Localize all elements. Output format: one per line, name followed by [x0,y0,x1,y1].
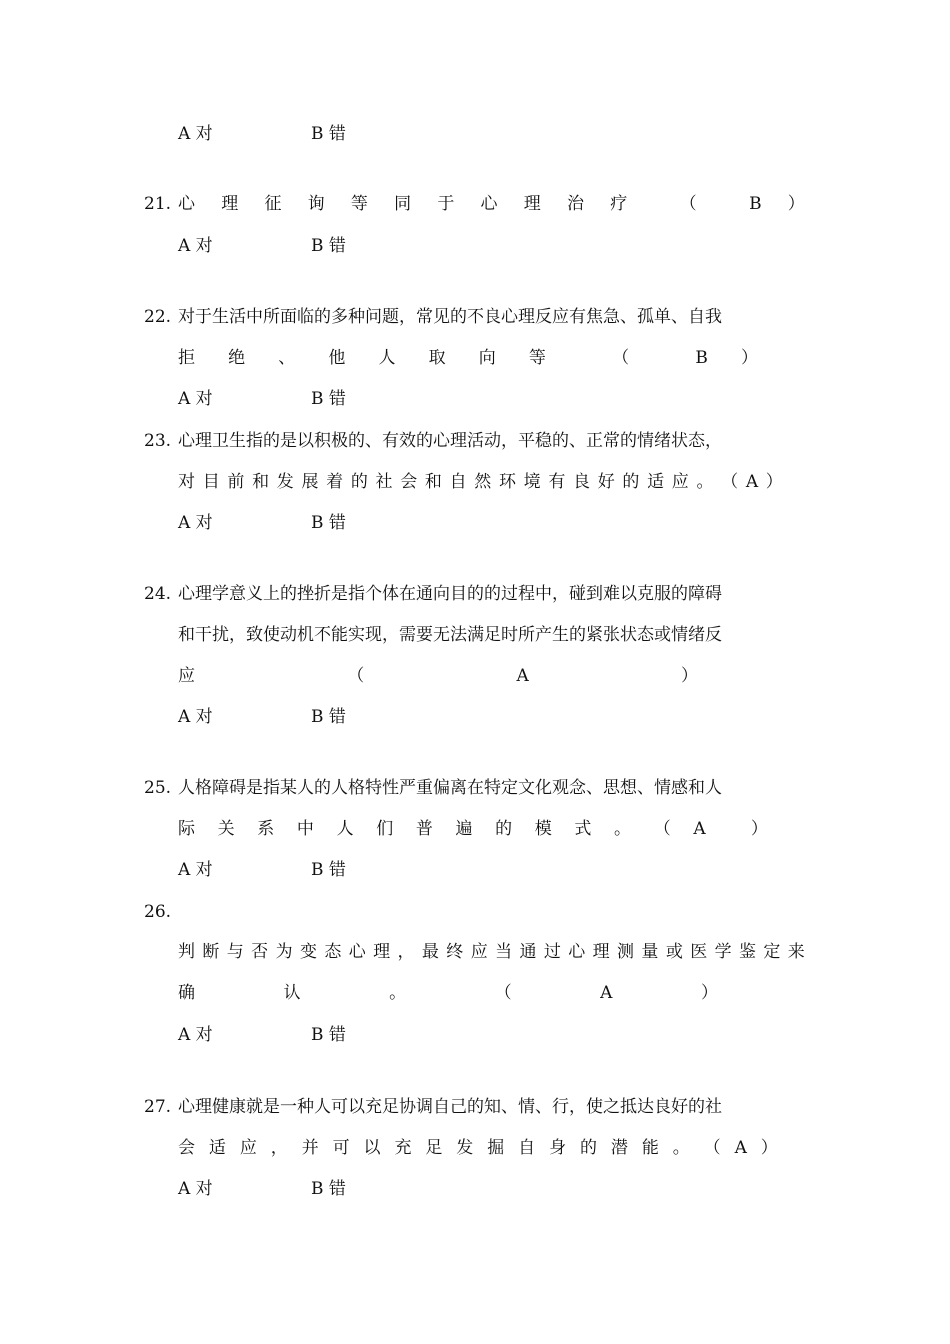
choice-b-false: B 错 [311,860,346,880]
stem-glyph: 等 [528,348,546,368]
stem-glyph: 理 [373,942,391,962]
stem-glyph: 充 [394,1138,412,1158]
stem-glyph: 人 [378,348,396,368]
question-22-stem-line-1: 对于生活中所面临的多种问题，常见的不良心理反应有焦急、孤单、自我 [178,307,722,327]
stem-glyph: （ [679,194,697,214]
stem-glyph: 鉴 [738,942,756,962]
question-22-stem-line-2 [178,347,758,369]
choice-a-true: A 对 [178,389,213,409]
stem-glyph: 心 [348,942,366,962]
stem-glyph: 。 [614,819,632,839]
stem-glyph: 否 [251,942,269,962]
stem-glyph: A [745,472,759,492]
stem-glyph: ） [680,666,698,686]
stem-glyph: 展 [301,472,319,492]
stem-glyph: 同 [394,194,412,214]
stem-glyph: ） [787,194,805,214]
choice-a-true: A 对 [178,124,213,144]
stem-glyph: 心 [178,194,195,214]
stem-glyph: 能 [641,1138,659,1158]
question-27-stem-line-1: 心理健康就是一种人可以充足协调自己的知、情、行，使之抵达良好的社 [178,1097,722,1117]
question-25-stem-line-2 [178,818,768,840]
stem-glyph: 环 [498,472,516,492]
stem-glyph: 对 [178,472,195,492]
stem-glyph: 和 [424,472,442,492]
stem-glyph: （ [494,983,512,1003]
stem-glyph: 关 [217,819,235,839]
stem-glyph: 终 [446,942,464,962]
stem-glyph: 绝 [228,348,246,368]
stem-glyph: A [734,1138,747,1158]
stem-glyph: （ [721,472,739,492]
stem-glyph: 向 [478,348,496,368]
stem-glyph: 理 [523,194,541,214]
stem-glyph: 自 [449,472,467,492]
stem-glyph: 的 [495,819,513,839]
stem-glyph: 他 [328,348,346,368]
stem-glyph: 变 [299,942,317,962]
stem-glyph: 量 [641,942,659,962]
stem-glyph: 。 [672,1138,690,1158]
stem-glyph: 中 [296,819,314,839]
stem-glyph: 模 [534,819,552,839]
stem-glyph: ） [741,348,758,368]
question-24-stem-line-2: 和干扰，致使动机不能实现，需要无法满足时所产生的紧张状态或情绪反 [178,625,722,645]
stem-glyph: 学 [714,942,732,962]
stem-glyph: 理 [221,194,239,214]
stem-glyph: 会 [400,472,418,492]
stem-glyph: （ [347,666,365,686]
stem-glyph: 掘 [487,1138,505,1158]
stem-glyph: 的 [622,472,640,492]
stem-glyph: 理 [592,942,610,962]
choice-b-false: B 错 [311,707,346,727]
stem-glyph: （ [653,819,671,839]
question-24-number: 24. [144,584,172,604]
stem-glyph: ， [397,942,415,962]
stem-glyph: 最 [421,942,439,962]
stem-glyph: 潜 [610,1138,628,1158]
question-25-number: 25. [144,778,172,798]
question-21-stem [178,193,805,215]
choice-b-false: B 错 [311,236,346,256]
stem-glyph: 和 [252,472,270,492]
stem-glyph: 认 [283,983,301,1003]
stem-glyph: 发 [276,472,294,492]
stem-glyph: 普 [415,819,433,839]
stem-glyph: ） [700,983,718,1003]
stem-glyph: A [600,983,613,1003]
choice-b-false: B 错 [311,1025,346,1045]
question-27-stem-line-2 [178,1137,778,1159]
stem-glyph: 等 [350,194,368,214]
stem-glyph: 询 [307,194,325,214]
stem-glyph: 适 [208,1138,226,1158]
stem-glyph: 应 [178,666,195,686]
stem-glyph: 自 [518,1138,536,1158]
question-26-stem-line-2 [178,982,718,1004]
stem-glyph: A [693,819,706,839]
choice-a-true: A 对 [178,1179,213,1199]
question-26-stem-line-1 [178,941,805,963]
stem-glyph: 心 [480,194,498,214]
question-23-stem-line-1: 心理卫生指的是以积极的、有效的心理活动，平稳的、正常的情绪状态， [178,431,722,451]
stem-glyph: B [695,348,708,368]
stem-glyph: 通 [519,942,537,962]
stem-glyph: 社 [375,472,393,492]
stem-glyph: 定 [763,942,781,962]
stem-glyph: 着 [326,472,344,492]
stem-glyph: 于 [437,194,455,214]
stem-glyph: 医 [690,942,708,962]
stem-glyph: 取 [428,348,446,368]
choice-a-true: A 对 [178,707,213,727]
stem-glyph: 然 [474,472,492,492]
stem-glyph: 应 [470,942,488,962]
stem-glyph: 的 [579,1138,597,1158]
stem-glyph: 境 [523,472,541,492]
stem-glyph: ） [750,819,768,839]
choice-a-true: A 对 [178,860,213,880]
stem-glyph: 可 [332,1138,350,1158]
stem-glyph: 际 [178,819,195,839]
question-26-number: 26. [144,902,172,922]
question-23-stem-line-2 [178,471,783,493]
stem-glyph: 人 [336,819,354,839]
stem-glyph: 或 [665,942,683,962]
stem-glyph: 以 [363,1138,381,1158]
question-22-number: 22. [144,307,172,327]
choice-b-false: B 错 [311,513,346,533]
stem-glyph: 良 [573,472,590,492]
choice-a-true: A 对 [178,236,213,256]
stem-glyph: 断 [202,942,220,962]
stem-glyph: 式 [574,819,592,839]
stem-glyph: 目 [202,472,220,492]
stem-glyph: 确 [178,983,195,1003]
question-24-stem-line-1: 心理学意义上的挫折是指个体在通向目的的过程中，碰到难以克服的障碍 [178,584,722,604]
stem-glyph: 好 [597,472,615,492]
stem-glyph: A [516,666,529,686]
stem-glyph: 适 [647,472,665,492]
stem-glyph: 系 [257,819,275,839]
stem-glyph: 应 [239,1138,257,1158]
choice-b-false: B 错 [311,389,346,409]
stem-glyph: 征 [264,194,282,214]
question-27-number: 27. [144,1097,172,1117]
stem-glyph: 发 [456,1138,474,1158]
stem-glyph: 拒 [178,348,195,368]
question-23-number: 23. [144,431,172,451]
stem-glyph: 遍 [455,819,473,839]
stem-glyph: ） [760,1138,778,1158]
stem-glyph: 身 [549,1138,567,1158]
choice-a-true: A 对 [178,1025,213,1045]
stem-glyph: 心 [568,942,586,962]
stem-glyph: B [749,194,762,214]
stem-glyph: 测 [617,942,635,962]
stem-glyph: 来 [787,942,805,962]
stem-glyph: 的 [350,472,368,492]
stem-glyph: 会 [178,1138,195,1158]
question-24-stem-line-3 [178,665,698,687]
stem-glyph: ， [270,1138,288,1158]
stem-glyph: 应 [671,472,689,492]
stem-glyph: 过 [543,942,561,962]
stem-glyph: ） [765,472,783,492]
choice-b-false: B 错 [311,1179,346,1199]
question-25-stem-line-1: 人格障碍是指某人的人格特性严重偏离在特定文化观念、思想、情感和人 [178,778,722,798]
stem-glyph: 为 [275,942,293,962]
stem-glyph: 有 [548,472,566,492]
stem-glyph: （ [703,1138,721,1158]
stem-glyph: 。 [389,983,407,1003]
choice-a-true: A 对 [178,513,213,533]
stem-glyph: 态 [324,942,342,962]
question-21-number: 21. [144,194,172,214]
stem-glyph: 。 [696,472,714,492]
stem-glyph: 前 [227,472,245,492]
stem-glyph: 疗 [610,194,628,214]
stem-glyph: 们 [376,819,394,839]
stem-glyph: 并 [301,1138,319,1158]
stem-glyph: 治 [566,194,584,214]
stem-glyph: 当 [495,942,513,962]
stem-glyph: 判 [178,942,195,962]
stem-glyph: 、 [278,348,296,368]
stem-glyph: 与 [226,942,244,962]
stem-glyph: （ [612,348,630,368]
choice-b-false: B 错 [311,124,346,144]
stem-glyph: 足 [425,1138,443,1158]
